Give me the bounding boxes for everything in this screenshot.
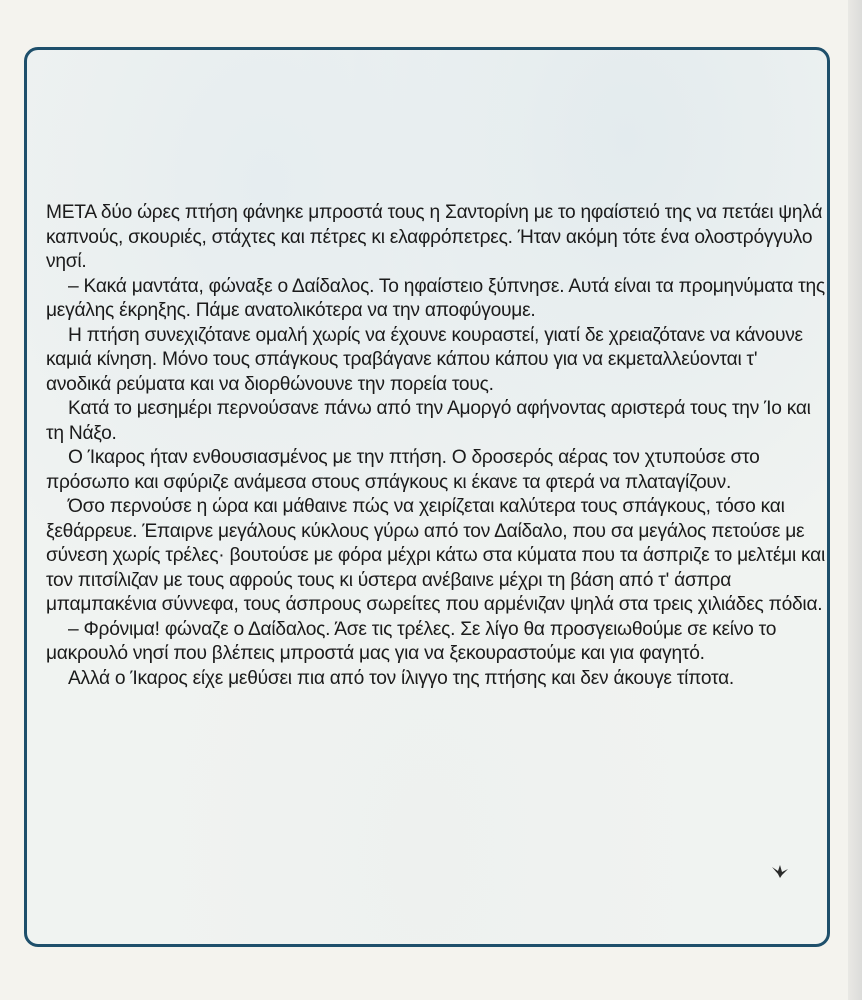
paragraph-2: – Κακά μαντάτα, φώναξε ο Δαίδαλος. Το ηφαίστειο ξύπνησε. Αυτά είναι τα προμηνύματα της μεγάλης έκρηξης. Πάμε ανατολικότερα να την αποφύγουμε. xyxy=(46,275,825,321)
page-edge xyxy=(848,0,862,1000)
paragraph-4: Κατά το μεσημέρι περνούσανε πάνω από την Αμοργό αφήνοντας αριστερά τους την Ίο και τη Νάξο. xyxy=(46,398,811,444)
paragraph-6: Όσο περνούσε η ώρα και μάθαινε πώς να χειρίζεται καλύτερα τους σπάγκους, τόσο και ξεθάρρευε. Έπαιρνε μεγάλους κύκλους γύρω από τον Δαίδαλο, που σα μεγάλος πετούσε με σύνεση χωρίς τρέλες· βουτούσε με φόρα μέχρι κάτω στα κύματα που τα άσπριζε το μελτέμι και τον πιτσίλιζαν με τους αφρούς τους κι ύστερα ανέβαινε μέχρι τη βάση από τ' άσπρα μπαμπακένια σύννεφα, τους άσπρους σωρείτες που αρμένιζαν ψηλά στα τρεις χιλιάδες πόδια. xyxy=(46,496,826,615)
paragraph-7: – Φρόνιμα! φώναζε ο Δαίδαλος. Άσε τις τρέλες. Σε λίγο θα προσγειωθούμε σε κείνο το μακρουλό νησί που βλέπεις μπροστά μας για να ξεκουραστούμε και για φαγητό. xyxy=(46,618,777,664)
paragraph-5: Ο Ίκαρος ήταν ενθουσιασμένος με την πτήση. Ο δροσερός αέρας τον χτυπούσε στο πρόσωπο και σφύριζε ανάμεσα στους σπάγκους κι έκανε τα φτερά να πλαταγίζουν. xyxy=(46,447,760,493)
paragraph-1: ΜΕΤΑ δύο ώρες πτήση φάνηκε μπροστά τους η Σαντορίνη με το ηφαίστειό της να πετάει ψηλά καπνούς, σκουριές, στάχτες και πέτρες κι ελαφρόπετρες. Ήταν ακόμη τότε ένα ολοστρόγγυλο νησί. xyxy=(46,202,823,272)
paragraph-3: Η πτήση συνεχιζότανε ομαλή χωρίς να έχουνε κουραστεί, γιατί δε χρειαζότανε να κάνουνε καμιά κίνηση. Μόνο τους σπάγκους τραβάγανε κάπου κάπου για να εκμεταλλεύονται τ' ανοδικά ρεύματα και να διορθώνουνε την πορεία τους. xyxy=(46,324,803,395)
story-text xyxy=(46,201,826,691)
flying-bird-icon xyxy=(770,862,790,880)
paragraph-8: Αλλά ο Ίκαρος είχε μεθύσει πια από τον ίλιγγο της πτήσης και δεν άκουγε τίποτα. xyxy=(68,667,735,689)
